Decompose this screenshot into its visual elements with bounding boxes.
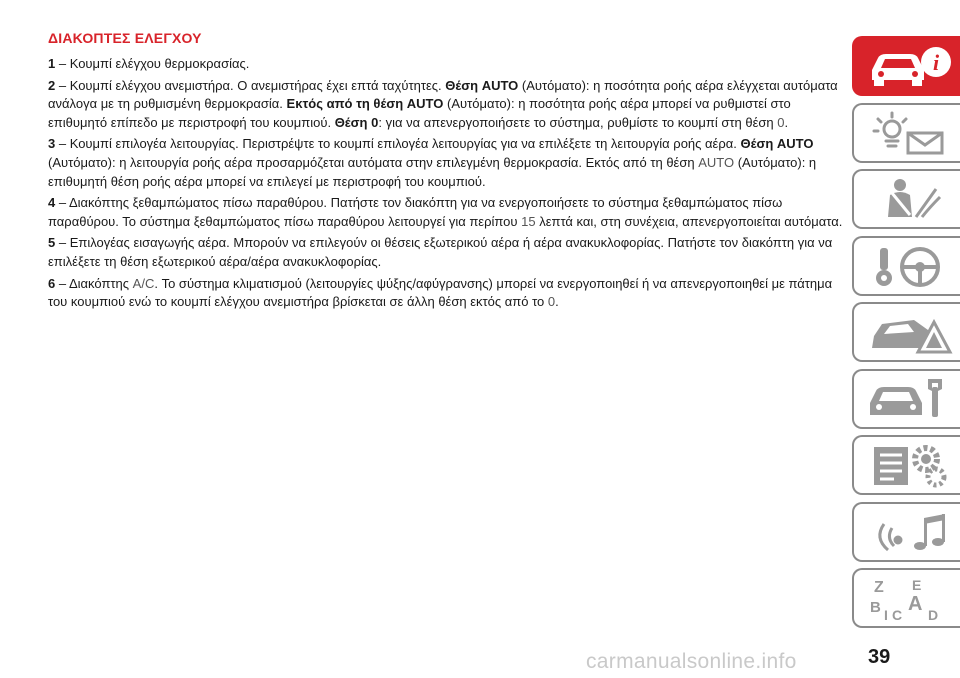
item-2: [48, 77, 848, 133]
item-value-text: A/C: [132, 275, 155, 291]
tab-warning-lights-messages[interactable]: [852, 103, 960, 163]
item-number: 3: [48, 136, 56, 152]
tab-index[interactable]: [852, 568, 960, 628]
item-text: – Κουμπί επιλογέα λειτουργίας. Περιστρέψτε το κουμπί επιλογέα λειτουργίας για να επιλέξετε τη λειτουργία ροής αέρα.: [55, 136, 741, 152]
item-number: 2: [48, 77, 56, 93]
warning-lights-message-icon: [864, 111, 954, 157]
tab-in-an-emergency[interactable]: [852, 302, 960, 362]
item-value-text: 0: [547, 294, 556, 310]
item-text: – Διακόπτης: [55, 275, 133, 291]
car-wrench-icon: [864, 377, 954, 423]
main-content: [48, 30, 848, 315]
item-bold-text: Θέση 0: [334, 114, 379, 130]
item-number: 4: [48, 195, 56, 211]
item-text: λεπτά και, στη συνέχεια, απενεργοποιείται αυτόματα.: [535, 213, 843, 229]
item-value-text: 15: [521, 213, 536, 229]
item-text: .: [784, 114, 789, 130]
index-letter-e: E: [912, 577, 922, 593]
item-6: [48, 275, 848, 312]
tab-technical-specifications[interactable]: [852, 435, 960, 495]
item-text: – Επιλογέας εισαγωγής αέρα. Μπορούν να επιλεγούν οι θέσεις εξωτερικού αέρα ή αέρα ανακυκλοφορίας. Πατήστε τον διακόπτη για να επιλέξετε τη θέση εξωτερικού αέρα/αέρα ανακυκλοφορίας.: [48, 235, 833, 269]
tab-starting-driving[interactable]: [852, 236, 960, 296]
tab-multimedia[interactable]: [852, 502, 960, 562]
item-text: – Διακόπτης ξεθαμπώματος πίσω παραθύρου. Πατήστε τον διακόπτη για να ενεργοποιήσετε το σύστημα ξεθαμπώματος πίσω παραθύρου. Το σύστημα ξεθαμπώματος πίσω παραθύρου λειτουργεί για περίπου: [48, 195, 783, 229]
index-letter-b: B: [870, 599, 881, 616]
info-letter: i: [932, 50, 940, 75]
tab-servicing-care[interactable]: [852, 369, 960, 429]
item-value-text: 0: [777, 114, 785, 130]
section-title: ΔΙΑΚΟΠΤΕΣ ΕΛΕΓΧΟΥ: [48, 30, 202, 46]
page-number: 39: [868, 646, 891, 668]
item-value-text: AUTO: [698, 154, 735, 170]
index-letter-i: I: [884, 607, 888, 622]
watermark: carmanualsonline.info: [586, 650, 797, 673]
seat-belt-airbag-icon: [864, 177, 954, 223]
item-text: : για να απενεργοποιήσετε το σύστημα, ρυθμίστε το κουμπί στη θέση: [378, 114, 778, 130]
item-text: – Κουμπί ελέγχου θερμοκρασίας.: [55, 56, 250, 71]
item-bold-text: Θέση AUTO: [445, 77, 519, 93]
item-3: [48, 135, 848, 191]
item-text: (Αυτόματο): η ποσότητα ροής αέρα μπορεί να ρυθμιστεί στο επιθυμητό επίπεδο με περιστροφή του κουμπιού.: [48, 96, 791, 130]
multimedia-music-icon: [864, 510, 954, 556]
index-letter-a: A: [908, 593, 923, 615]
tab-safety[interactable]: [852, 169, 960, 229]
item-text: (Αυτόματο): η λειτουργία ροής αέρα προσαρμόζεται αυτόματα στην επιλεγμένη θερμοκρασία. Εκτός από τη θέση: [48, 154, 699, 170]
item-5: [48, 234, 848, 271]
item-4: [48, 194, 848, 231]
alphabetical-index-icon: [864, 576, 954, 622]
item-number: 1: [48, 56, 56, 71]
item-text: – Κουμπί ελέγχου ανεμιστήρα. Ο ανεμιστήρας έχει επτά ταχύτητες.: [55, 77, 446, 93]
index-letter-c: C: [892, 607, 903, 622]
chapter-tabs: [852, 36, 960, 635]
key-steering-wheel-icon: [864, 244, 954, 290]
item-bold-text: Θέση AUTO: [740, 136, 814, 152]
item-number: 6: [48, 275, 56, 291]
item-text: .: [555, 294, 559, 310]
car-info-icon: [864, 44, 954, 90]
item-text: (Αυτόματο): η επιθυμητή θέση ροής αέρα μπορεί να επιλεγεί με περιστροφή του κουμπιού.: [48, 154, 817, 189]
item-1: [48, 55, 848, 74]
technical-data-gear-icon: [864, 443, 954, 489]
item-text: (Αυτόματο): η ποσότητα ροής αέρα ελέγχεται αυτόματα ανάλογα με τη ρυθμισμένη θερμοκρασία.: [48, 77, 838, 112]
emergency-warning-icon: [864, 310, 954, 356]
index-letter-z: Z: [874, 579, 884, 596]
item-text: . Το σύστημα κλιματισμού (λειτουργίες ψύξης/αφύγρανσης) μπορεί να ενεργοποιηθεί ή να απενεργοποιηθεί με πάτημα του κουμπιού ενώ το κουμπί ελέγχου ανεμιστήρα βρίσκεται σε άλλη θέση εκτός από το: [48, 275, 833, 310]
tab-knowing-your-car[interactable]: [852, 36, 960, 96]
item-number: 5: [48, 235, 56, 251]
index-letter-d: D: [928, 607, 939, 622]
item-bold-text: Εκτός από τη θέση AUTO: [286, 96, 444, 112]
